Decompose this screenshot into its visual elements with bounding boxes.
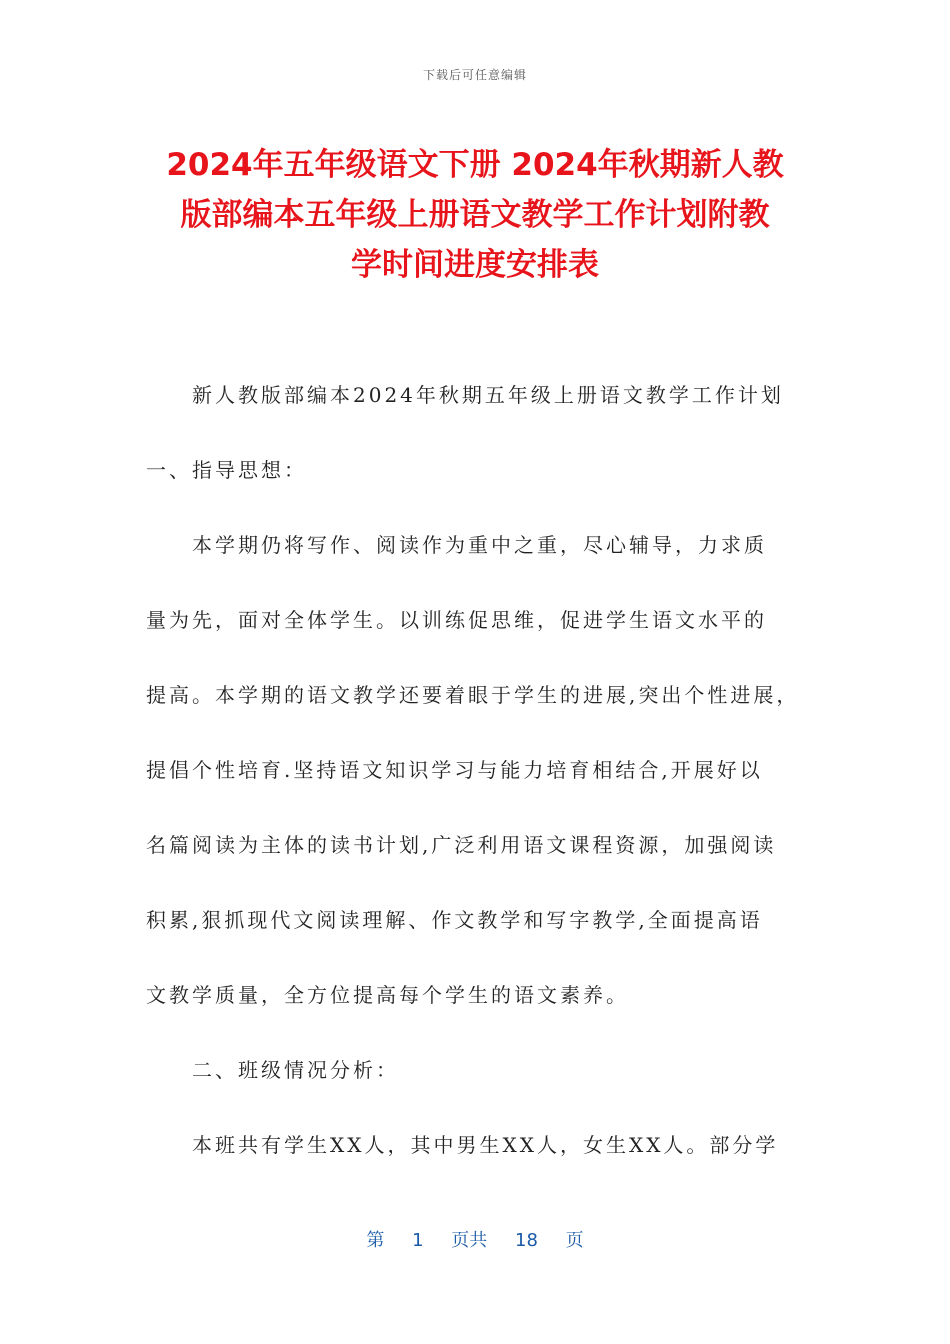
title-line: 2024年五年级语文下册 2024年秋期新人教 xyxy=(166,147,784,183)
total-pages: 18 xyxy=(515,1230,538,1251)
title-line: 学时间进度安排表 xyxy=(351,247,599,283)
plan-heading: 新人教版部编本2024年秋期五年级上册语文教学工作计划 xyxy=(192,383,784,407)
header-note: 下载后可任意编辑 xyxy=(422,68,527,82)
paragraph-line: 积累,狠抓现代文阅读理解、作文教学和写字教学,全面提高语 xyxy=(146,908,763,932)
page-label-prefix: 第 xyxy=(366,1230,385,1251)
title-line: 版部编本五年级上册语文教学工作计划附教 xyxy=(180,197,770,233)
section-heading-guiding-ideology: 一、指导思想： xyxy=(146,458,307,482)
paragraph-line: 文教学质量，全方位提高每个学生的语文素养。 xyxy=(146,983,629,1007)
paragraph-line: 提倡个性培育.坚持语文知识学习与能力培育相结合,开展好以 xyxy=(146,758,763,782)
page-label-mid: 页共 xyxy=(451,1230,488,1251)
paragraph-line: 提高。本学期的语文教学还要着眼于学生的进展,突出个性进展， xyxy=(146,683,800,707)
page-label-suffix: 页 xyxy=(565,1230,584,1251)
page-footer xyxy=(0,1226,950,1252)
paragraph-line: 本班共有学生XX人，其中男生XX人，女生XX人。部分学 xyxy=(192,1133,779,1157)
document-body xyxy=(146,370,826,1195)
paragraph-line: 量为先，面对全体学生。以训练促思维，促进学生语文水平的 xyxy=(146,608,767,632)
paragraph-line: 名篇阅读为主体的读书计划,广泛利用语文课程资源，加强阅读 xyxy=(146,833,777,857)
document-title xyxy=(130,140,820,290)
page-number: 1 xyxy=(412,1230,424,1251)
paragraph-line: 本学期仍将写作、阅读作为重中之重，尽心辅导，力求质 xyxy=(192,533,767,557)
section-heading-class-analysis: 二、班级情况分析： xyxy=(192,1058,399,1082)
